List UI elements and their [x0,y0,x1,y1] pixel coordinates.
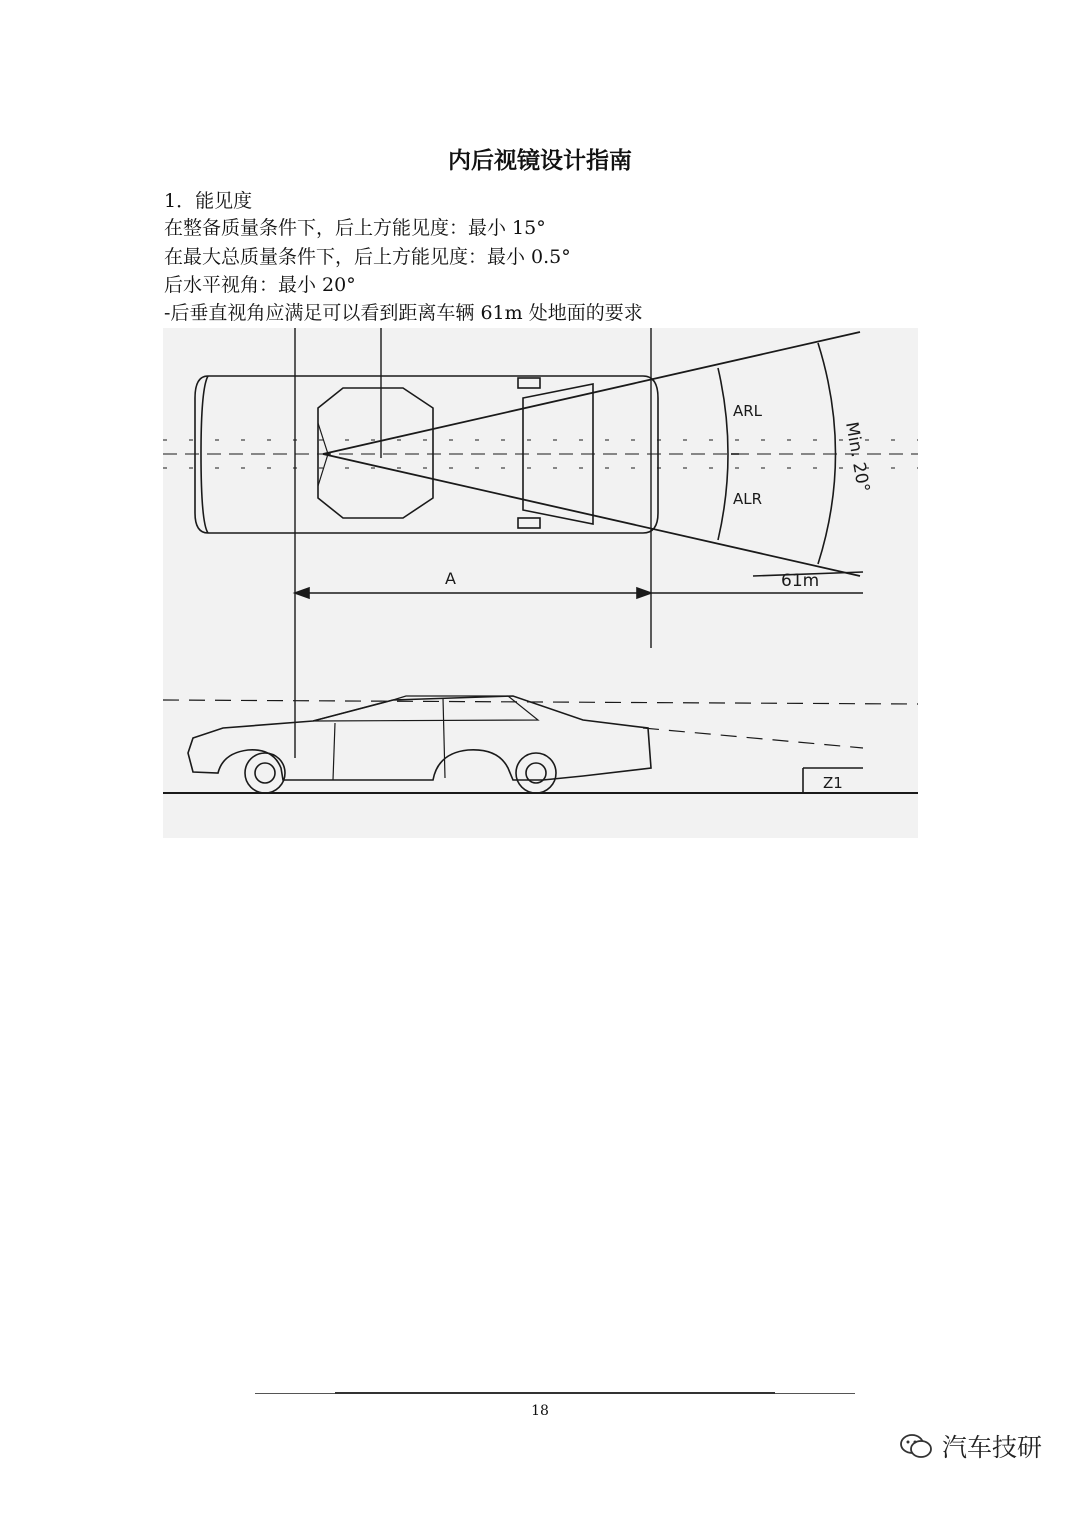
watermark [898,1428,1042,1464]
section-heading: 1．能见度 [164,190,253,212]
mirror-visibility-diagram [163,328,918,838]
alr-label: ALR [733,490,763,508]
paragraph-line: 在整备质量条件下，后上方能见度：最小 15° [164,217,546,239]
paragraph-line: -后垂直视角应满足可以看到距离车辆 61m 处地面的要求 [164,302,643,324]
z1-label: Z1 [823,774,843,792]
dimension-a-label: A [445,569,456,588]
arl-label: ARL [733,402,763,420]
chat-bubbles-icon [898,1431,934,1461]
page-title: 内后视镜设计指南 [448,148,632,174]
page-number: 18 [531,1403,549,1419]
paragraph-line: 后水平视角：最小 20° [164,274,356,296]
footer-rule-accent [335,1392,775,1394]
distance-61m-label: 61m [781,571,820,591]
watermark-text: 汽车技研 [942,1433,1043,1462]
paragraph-line: 在最大总质量条件下，后上方能见度：最小 0.5° [164,246,571,268]
min-angle-label: Min. 20° [841,420,874,494]
